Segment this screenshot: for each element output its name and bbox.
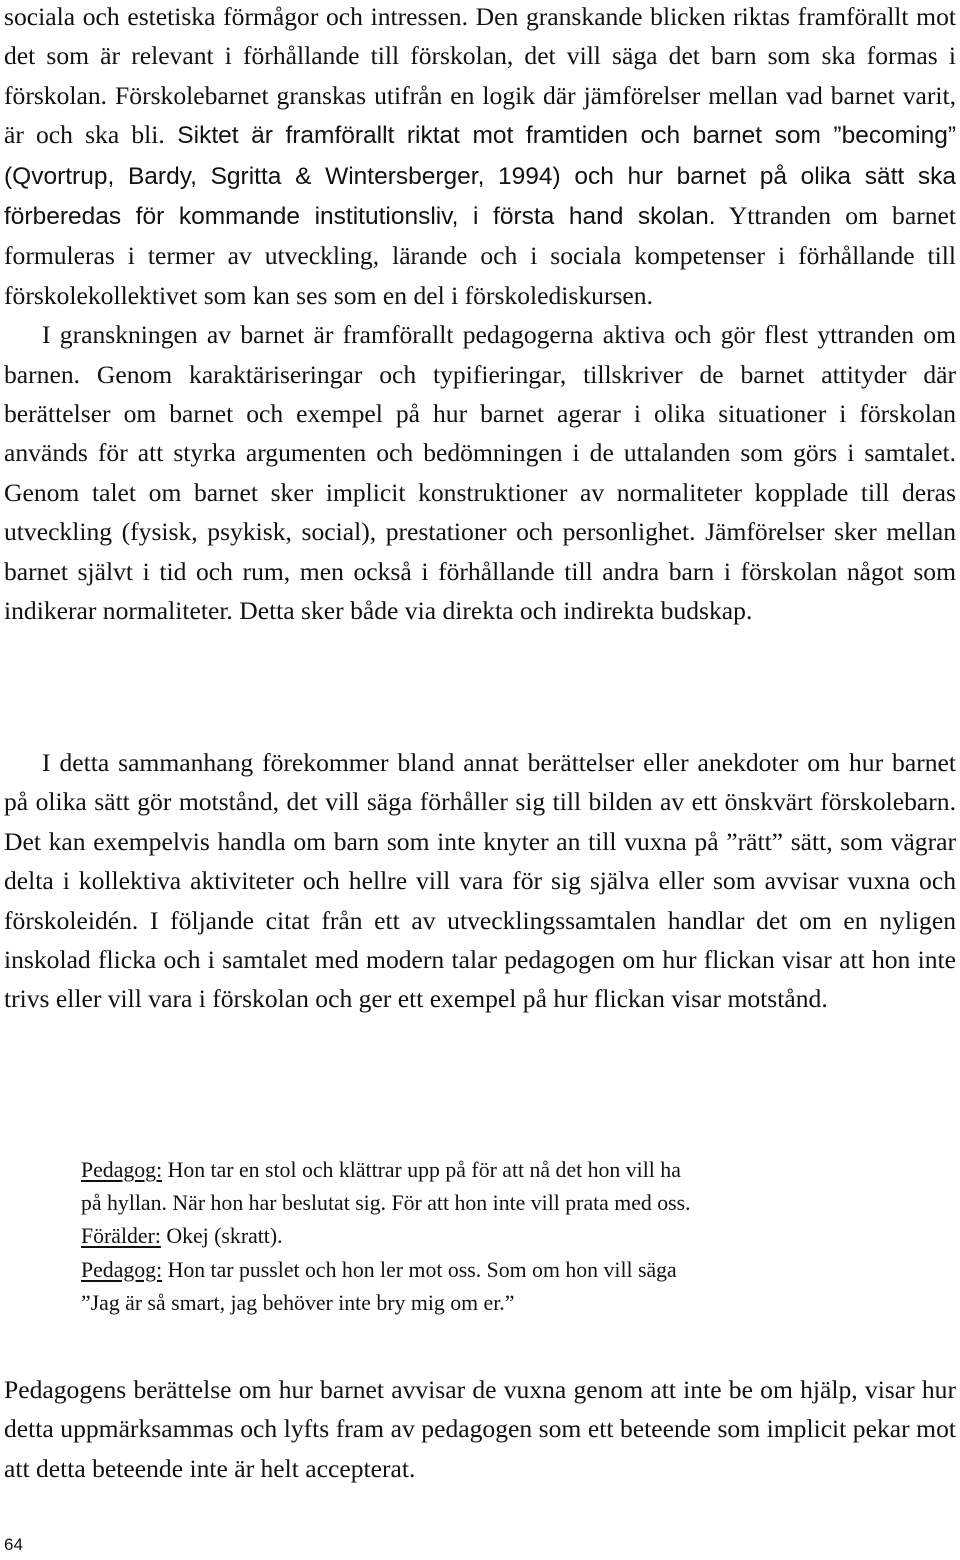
quote-speaker: Pedagog: bbox=[81, 1257, 163, 1282]
quote-text: på hyllan. När hon har beslutat sig. För att hon inte vill prata med oss. bbox=[81, 1191, 691, 1216]
paragraph-1-segment-2: Siktet är framförallt riktat mot framtiden och barnet som ”becoming” (Qvortrup, Bardy, Sgritta & Wintersberger, 1994) och hur barnet på olika sätt ska förberedas för kommande institutionsliv, i första hand skolan. bbox=[4, 122, 956, 231]
quote-line bbox=[81, 1254, 881, 1287]
paragraph-1-segment-4: I granskningen av barnet är framförallt pedagogerna aktiva och gör flest yttranden om barnen. Genom karaktäriseringar och typifieringar, tillskriver de barnet attityder där berättelser om barnet och exempel på hur barnet agerar i olika situationer i förskolan används för att styrka argumenten och bedömningen i de uttalanden som görs i samtalet. Genom talet om barnet sker implicit konstruktioner av normaliteter kopplade till deras utveckling (fysisk, psykisk, social), prestationer och personlighet. Jämförelser sker mellan barnet självt i tid och rum, men också i förhållande till andra barn i förskolan något som indikerar normaliteter. Detta sker både via direkta och indirekta budskap. bbox=[4, 320, 956, 626]
paragraph-1-segment-1: sociala och estetiska förmågor och intressen. Den granskande blicken riktas framförallt mot det som är relevant i förhållande till förskolan, det vill säga det barn som ska formas i förskolan. Förskolebarnet granskas utifrån en logik där jämförelser mellan vad barnet varit, är och ska bli. bbox=[4, 2, 956, 150]
quote-text: Hon tar pusslet och hon ler mot oss. Som om hon vill säga bbox=[162, 1257, 677, 1282]
quote-speaker: Pedagog: bbox=[81, 1158, 163, 1182]
body-paragraph-1 bbox=[4, 0, 956, 631]
paragraph-1-segment-3: Yttranden om barnet formuleras i termer av utveckling, lärande och i sociala kompetenser i förhållande till förskolekollektivet som kan ses som en del i förskolediskursen. bbox=[4, 201, 957, 310]
quote-line bbox=[81, 1154, 881, 1187]
quote-text: ”Jag är så smart, jag behöver inte bry mig om er.” bbox=[81, 1290, 515, 1315]
quote-speaker: Förälder: bbox=[81, 1224, 161, 1249]
quote-line bbox=[81, 1287, 881, 1320]
body-paragraph-3: Pedagogens berättelse om hur barnet avvisar de vuxna genom att inte be om hjälp, visar hur detta uppmärksammas och lyfts fram av pedagogen som ett beteende som implicit pekar mot att detta beteende inte är helt accepterat. bbox=[4, 1375, 956, 1483]
page-number: 64 bbox=[4, 1535, 23, 1554]
quote-line bbox=[81, 1187, 881, 1220]
quote-text: Okej (skratt). bbox=[160, 1224, 283, 1249]
body-paragraph-2: I detta sammanhang förekommer bland annat berättelser eller anekdoter om hur barnet på olika sätt gör motstånd, det vill säga förhåller sig till bilden av ett önskvärt förskolebarn. Det kan exempelvis handla om barn som inte knyter an till vuxna på ”rätt” sätt, som vägrar delta i kollektiva aktiviteter och hellre vill vara för sig själva eller som avvisar vuxna och förskoleidén. I följande citat från ett av utvecklingssamtalen handlar det om en nyligen inskolad flicka och i samtalet med modern talar pedagogen om hur flickan visar att hon inte trivs eller vill vara i förskolan och ger ett exempel på hur flickan visar motstånd. bbox=[4, 748, 956, 1014]
interview-quote bbox=[81, 1154, 881, 1320]
quote-text: Hon tar en stol och klättrar upp på för att nå det hon vill ha bbox=[162, 1158, 681, 1182]
quote-line bbox=[81, 1220, 881, 1253]
